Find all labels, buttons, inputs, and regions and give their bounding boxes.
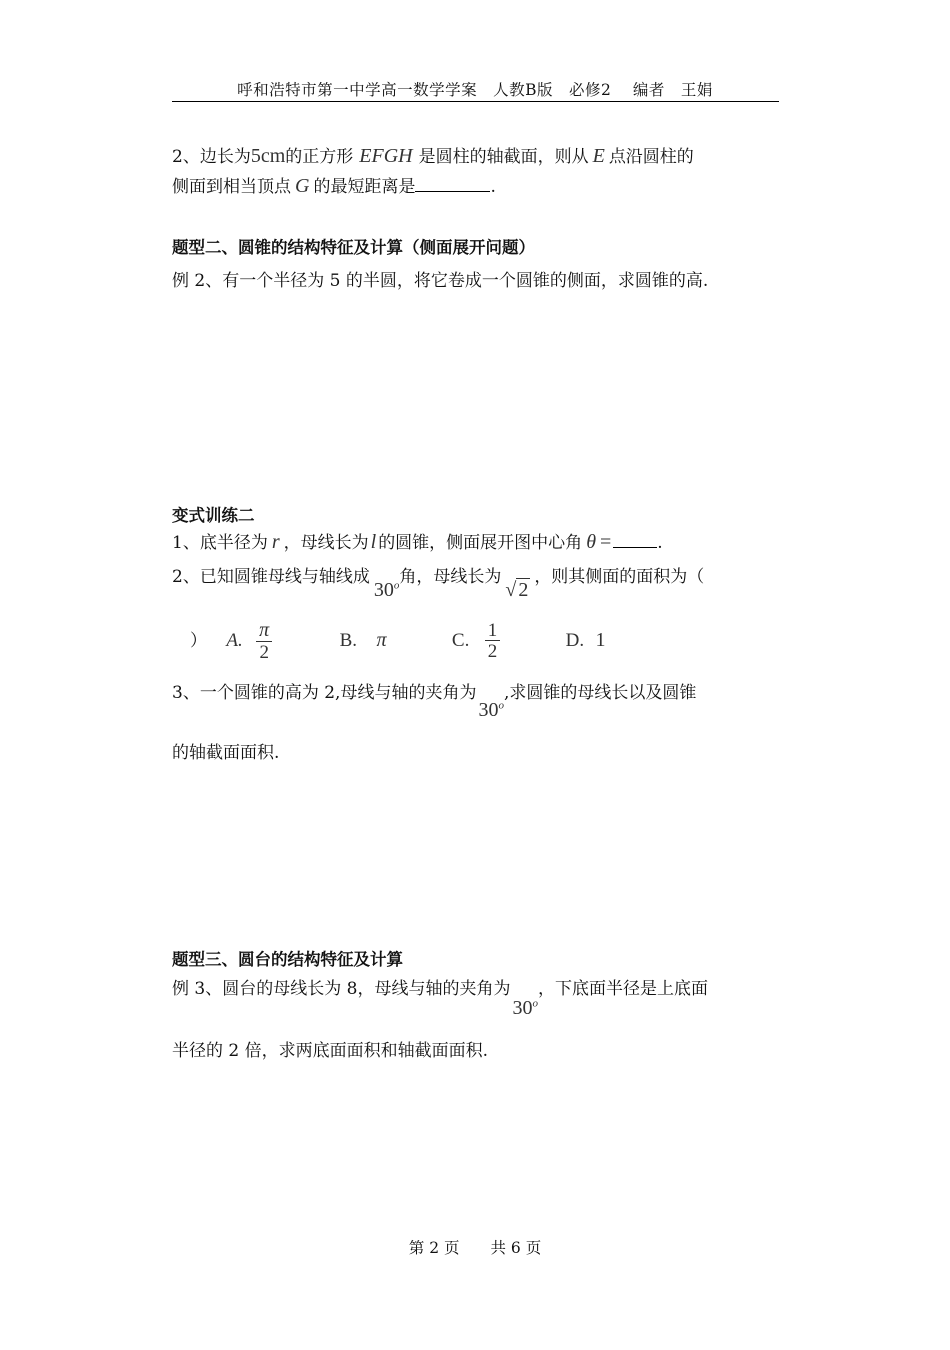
option-b-value: π	[376, 628, 387, 651]
answer-blank	[613, 531, 657, 548]
example-3: 例 3、圆台的母线长为 8，母线与轴的夹角为30$^o$，下底面半径是上底面	[172, 979, 708, 1019]
math-efgh: EFGH	[359, 145, 413, 167]
math-5cm: 5cm	[250, 145, 286, 167]
math-r: r	[271, 531, 280, 553]
math-30-degrees: 30$^o$	[512, 997, 538, 1019]
option-c-label: C.	[451, 629, 470, 651]
answer-blank	[415, 175, 490, 192]
variant-2-title: 变式训练二	[172, 506, 255, 525]
problem-2-line-1: 2、边长为5cm的正方形 EFGH 是圆柱的轴截面，则从 E 点沿圆柱的	[172, 145, 694, 167]
option-a-value: $\frac{\pi}{2}$	[256, 620, 272, 663]
problem-2-line-2: 侧面到相当顶点 G 的最短距离是 .	[172, 175, 496, 197]
section-3-title: 题型三、圆台的结构特征及计算	[172, 950, 403, 969]
example-2: 例 2、有一个半径为 5 的半圆，将它卷成一个圆锥的侧面，求圆锥的高.	[172, 271, 709, 291]
option-c-value: $\frac{1}{2}$	[485, 621, 501, 663]
example-3-cont: 半径的 2 倍，求两底面面积和轴截面面积.	[172, 1041, 489, 1061]
option-a-label: A.	[226, 629, 243, 651]
option-d-value: 1	[595, 628, 606, 651]
math-30-degrees: 30$^o$	[478, 699, 504, 721]
header-rule	[172, 101, 779, 102]
page-footer: 第 2 页 共 6 页	[408, 1239, 542, 1257]
section-2-title: 题型二、圆锥的结构特征及计算（侧面展开问题）	[172, 238, 535, 257]
math-e: E	[592, 145, 605, 167]
math-g: G	[295, 175, 310, 197]
variant-2-q1: 1、底半径为 r ，母线长为 l 的圆锥，侧面展开图中心角 θ = .	[172, 531, 663, 553]
math-30-degrees: 30$^o$	[373, 579, 400, 601]
option-d-label: D.	[565, 629, 585, 651]
math-sqrt-2: √ 2	[505, 578, 529, 601]
variant-2-q2: 2、已知圆锥母线与轴线成30$^o$角，母线长为√ 2，则其侧面的面积为（	[172, 567, 705, 601]
math-l: l	[370, 531, 377, 553]
math-equals: =	[600, 531, 612, 553]
variant-2-q2-options: ） A. $\frac{\pi}{2}$ B. π C. $\frac{1}{2}$ D. 1	[190, 619, 606, 663]
math-theta: θ	[586, 531, 597, 553]
option-b-label: B.	[339, 629, 358, 651]
variant-2-q3: 3、一个圆锥的高为 2,母线与轴的夹角为30$^o$,求圆锥的母线长以及圆锥	[172, 683, 697, 721]
page-header: 呼和浩特市第一中学高一数学学案 人教B版 必修2 编者 王娟	[237, 81, 713, 99]
variant-2-q3-cont: 的轴截面面积.	[172, 743, 280, 763]
